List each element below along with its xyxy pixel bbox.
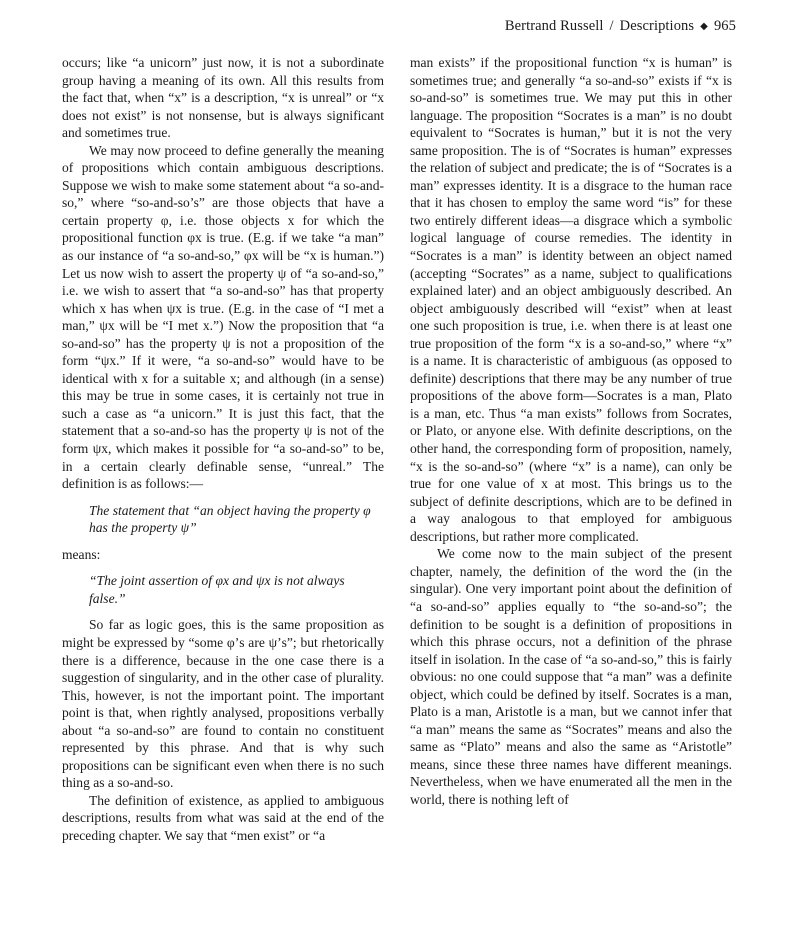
- page-number: 965: [713, 18, 736, 34]
- definition-quote-2: “The joint assertion of φx and ψx is not always false.”: [89, 573, 345, 606]
- left-paragraph-1: occurs; like “a unicorn” just now, it is not a subordinate group having a meaning of its own. All this results from the fact that, when “x” is a description, “x is unreal” or “x does not exist” is not nonsense, but is always significant and sometimes true.: [62, 55, 384, 141]
- right-paragraph-2: We come now to the main subject of the present chapter, namely, the definition of the word the (in the singular). One very important point about the definition of “a so-and-so” applies equally to “the so-and-so”; the definition to be sought is a definition of propositions in which this phrase occurs, not a definition of the phrase itself in isolation. In the case of “a so-and-so,” this is fairly obvious: no one could suppose that “a man” was a definite object, which could be defined by itself. Socrates is a man, Plato is a man, Aristotle is a man, but we cannot infer that “a man” means the same as “Socrates” means and also the same as “Plato” means and also the same as “Aristotle” means, since these three names have different meanings. Nevertheless, when we have enumerated all the men in the world, there is nothing left of: [410, 546, 732, 807]
- right-column: [410, 54, 732, 809]
- running-head: [505, 18, 736, 35]
- right-paragraph-1: man exists” if the propositional function “x is human” is sometimes true; and generally “a so-and-so” exists if “x is so-and-so” is sometimes true. We may put this in other language. The proposition “Socrates is a man” is no doubt equivalent to “Socrates is human,” but it is not the very same proposition. The is of “Socrates is human” expresses the relation of subject and predicate; the is of “Socrates is a man” expresses identity. It is a disgrace to the human race that it has chosen to employ the same word “is” for these two entirely different ideas—a disgrace which a symbolic logical language of course remedies. The identity in “Socrates is a man” is identity between an object named (accepting “Socrates” as a name, subject to qualifications explained later) and an object ambiguously described. An object ambiguously described will “exist” when at least one such proposition is true, i.e. when there is at least one true proposition of the form “x is a so-and-so,” where “x” is a name. It is characteristic of ambiguous (as opposed to definite) descriptions that there may be any number of true propositions of the above form—Socrates is a man, Plato is a man, etc. Thus “a man exists” follows from Socrates, or Plato, or anyone else. With definite descriptions, on the other hand, the corresponding form of proposition, namely, “x is the so-and-so” (where “x” is a name), can only be true for one value of x at most. This brings us to the subject of definite descriptions, which are to be defined in a way analogous to that employed for ambiguous descriptions, but rather more complicated.: [410, 55, 732, 544]
- left-paragraph-2: We may now proceed to define generally the meaning of propositions which contain ambiguous descriptions. Suppose we wish to make some statement about “a so-and-so,” where “so-and-so’s” are those objects that have a certain property φ, i.e. those objects x for which the propositional function φx is true. (E.g. if we take “a man” as our instance of “a so-and-so,” φx will be “x is human.”) Let us now wish to assert the property ψ of “a so-and-so,” i.e. we wish to assert that “a so-and-so” has that property which x has when ψx is true. (E.g. in the case of “I met a man,” ψx will be “I met x.”) Now the proposition that “a so-and-so” has the property ψ is not a proposition of the form “ψx.” If it were, “a so-and-so” would have to be identical with x for a suitable x; and although (in a sense) this may be true in some cases, it is certainly not true in such a case as “a unicorn.” It is just this fact, that the statement that a so-and-so has the property ψ is not of the form ψx, which makes it possible for “a so-and-so” to be, in a certain clearly definable sense, “unreal.” The definition is as follows:—: [62, 142, 384, 492]
- header-chapter: Descriptions: [619, 18, 695, 34]
- header-author: Bertrand Russell: [504, 18, 604, 34]
- left-paragraph-3: So far as logic goes, this is the same proposition as might be expressed by “some φ’s are ψ’s”; but rhetorically there is a difference, because in the one case there is a suggestion of singularity, and in the other case of plurality. This, however, is not the important point. The important point is that, when rightly analysed, propositions verbally about “a so-and-so” are found to contain no constituent represented by this phrase. And that is why such propositions can be significant even when there is no such thing as a so-and-so.: [62, 617, 384, 791]
- definition-quote-1: The statement that “an object having the property φ has the property ψ”: [89, 502, 371, 536]
- means-label: means:: [62, 546, 101, 562]
- header-ornament-icon: ◆: [700, 21, 708, 32]
- left-column: [62, 54, 384, 845]
- left-paragraph-4: The definition of existence, as applied to ambiguous descriptions, results from what was said at the end of the preceding chapter. We say that “men exist” or “a: [62, 792, 384, 843]
- header-separator: /: [609, 18, 614, 34]
